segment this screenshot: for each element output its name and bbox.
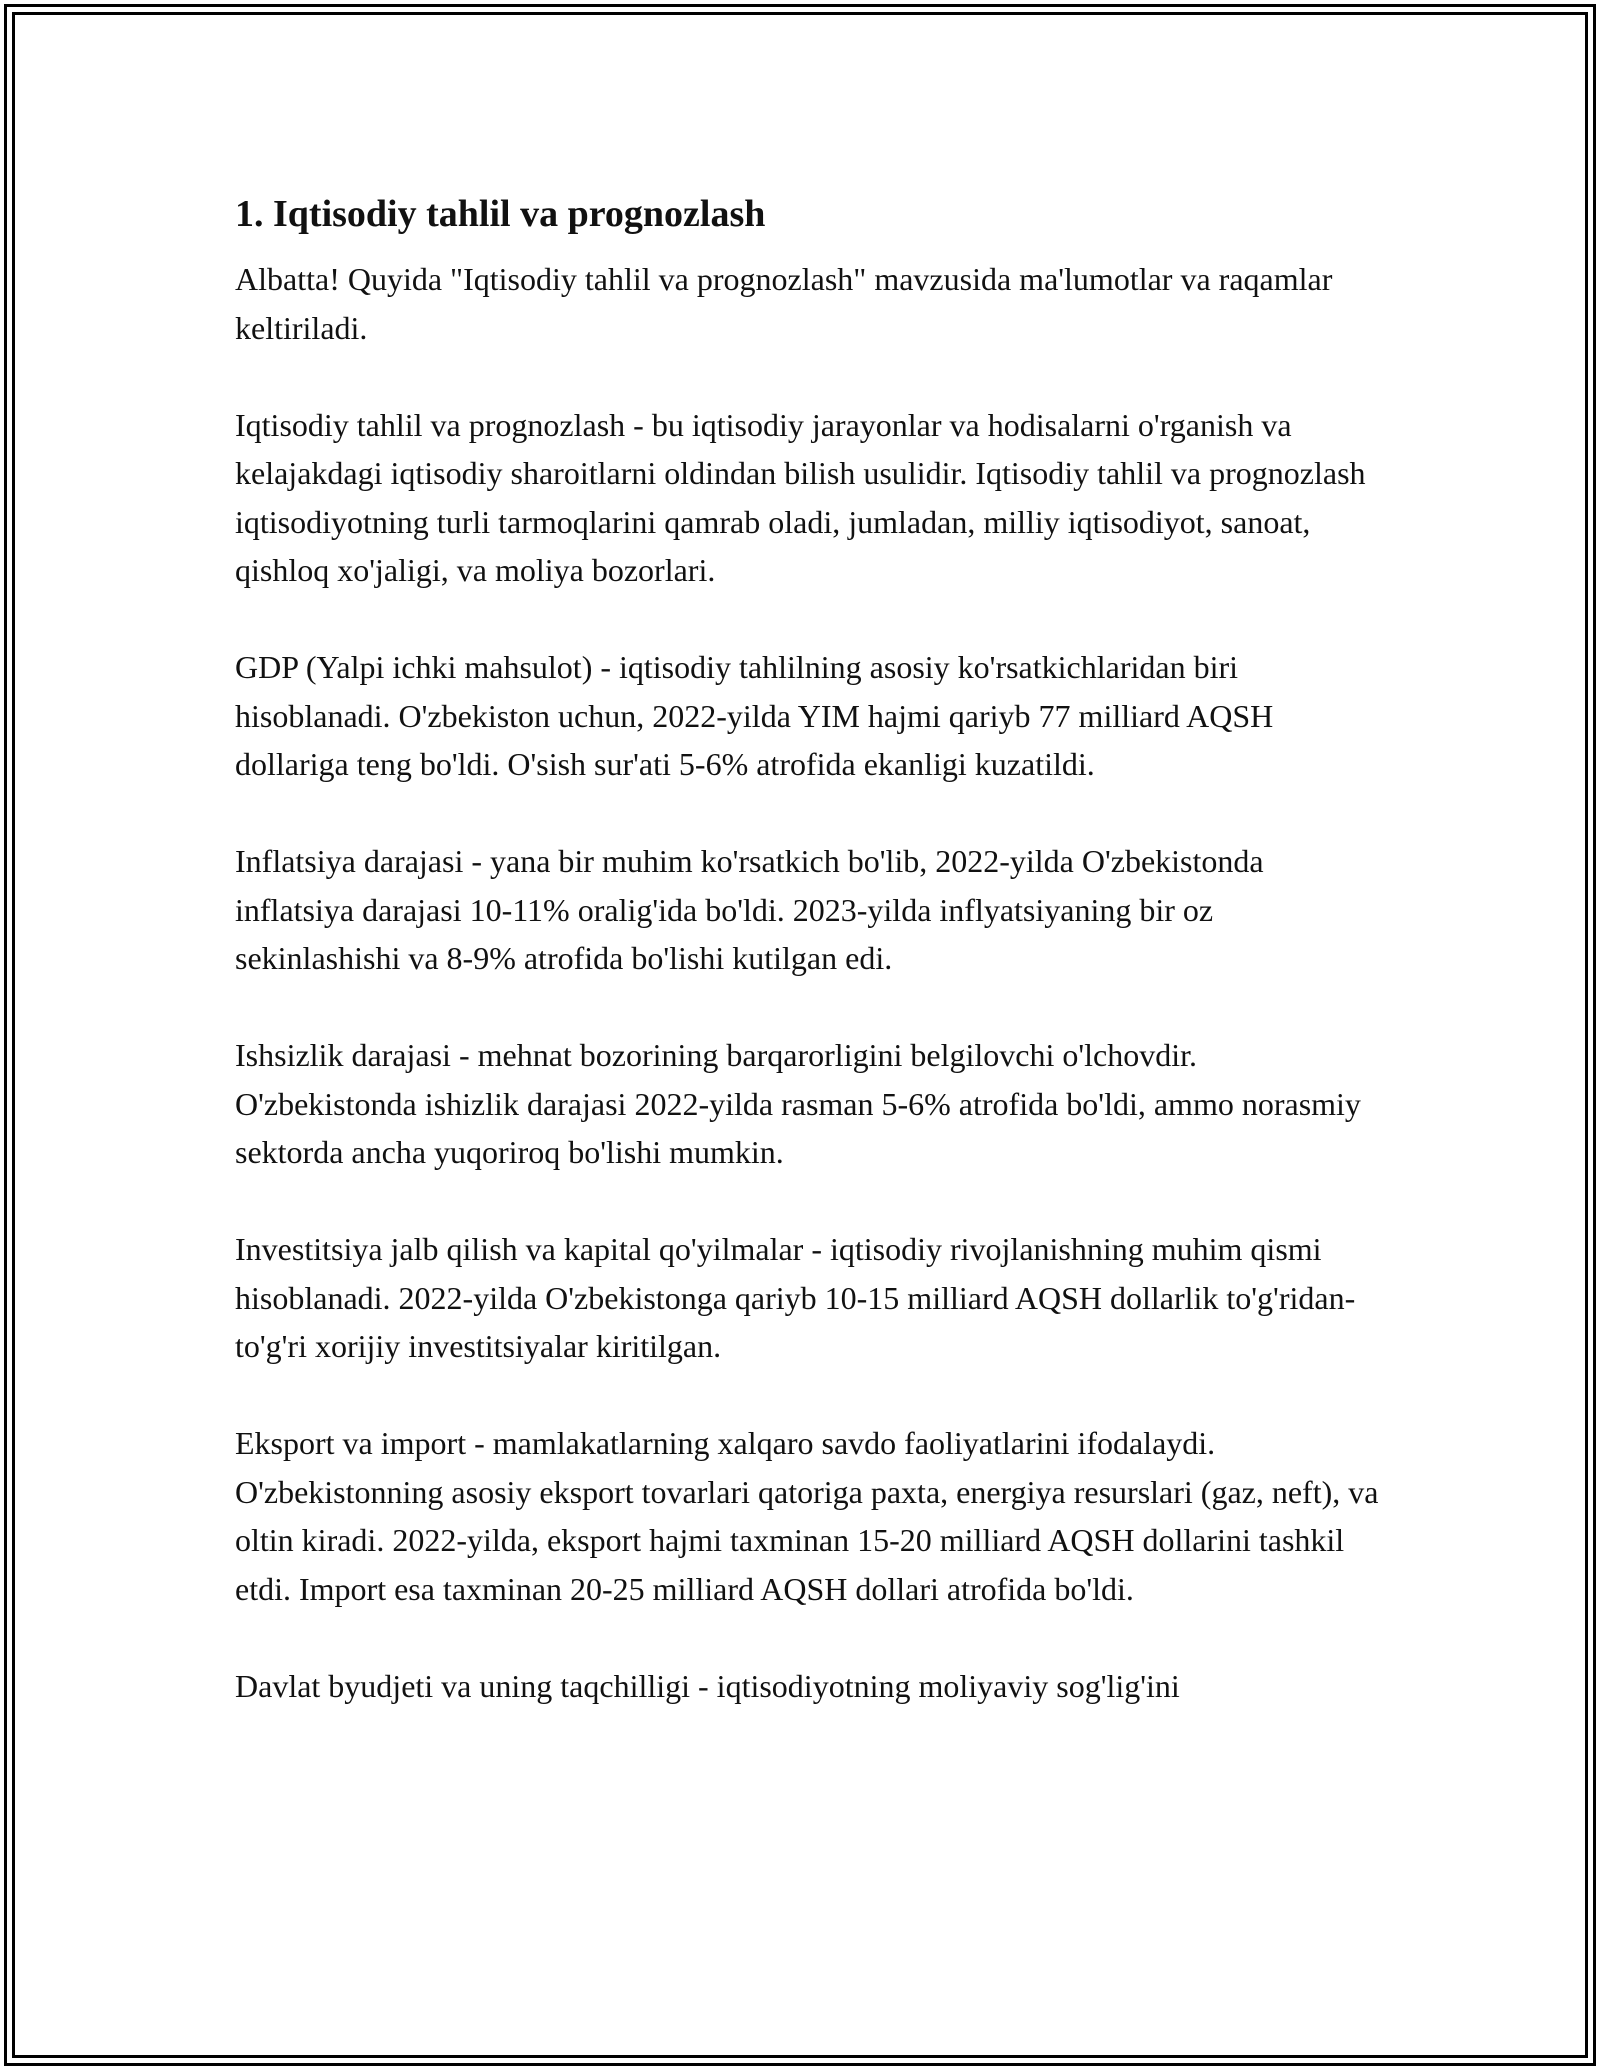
section-heading: 1. Iqtisodiy tahlil va prognozlash bbox=[235, 193, 766, 235]
paragraph-inflation: Inflatsiya darajasi - yana bir muhim ko'rsatkich bo'lib, 2022-yilda O'zbekistonda inflatsiya darajasi 10-11% oralig'ida bo'ldi. 2023-yilda inflyatsiyaning bir oz sekinlashishi va 8-9% atrofida bo'lishi kutilgan edi. bbox=[235, 843, 1264, 976]
paragraph-trade: Eksport va import - mamlakatlarning xalqaro savdo faoliyatlarini ifodalaydi. O'zbekistonning asosiy eksport tovarlari qatoriga paxta, energiya resurslari (gaz, neft), va oltin kiradi. 2022-yilda, eksport hajmi taxminan 15-20 milliard AQSH dollarini tashkil etdi. Import esa taxminan 20-25 milliard AQSH dollari atrofida bo'ldi. bbox=[235, 1425, 1379, 1607]
document-body bbox=[235, 185, 1385, 1759]
paragraph-budget: Davlat byudjeti va uning taqchilligi - iqtisodiyotning moliyaviy sog'lig'ini bbox=[235, 1667, 1180, 1704]
paragraph-unemployment: Ishsizlik darajasi - mehnat bozorining barqarorligini belgilovchi o'lchovdir. O'zbekistonda ishizlik darajasi 2022-yilda rasman 5-6% atrofida bo'ldi, ammo norasmiy sektorda ancha yuqoriroq bo'lishi mumkin. bbox=[235, 1037, 1361, 1170]
paragraph-gdp: GDP (Yalpi ichki mahsulot) - iqtisodiy tahlilning asosiy ko'rsatkichlaridan biri hisoblanadi. O'zbekiston uchun, 2022-yilda YIM hajmi qariyb 77 milliard AQSH dollariga teng bo'ldi. O'sish sur'ati 5-6% atrofida ekanligi kuzatildi. bbox=[235, 649, 1274, 782]
paragraph-investment: Investitsiya jalb qilish va kapital qo'yilmalar - iqtisodiy rivojlanishning muhim qismi hisoblanadi. 2022-yilda O'zbekistonga qariyb 10-15 milliard AQSH dollarlik to'g'ridan-to'g'ri xorijiy investitsiyalar kiritilgan. bbox=[235, 1231, 1356, 1364]
paragraph-intro: Albatta! Quyida "Iqtisodiy tahlil va prognozlash" mavzusida ma'lumotlar va raqamlar keltiriladi. bbox=[235, 261, 1333, 346]
paragraph-definition: Iqtisodiy tahlil va prognozlash - bu iqtisodiy jarayonlar va hodisalarni o'rganish va kelajakdagi iqtisodiy sharoitlarni oldindan bilish usulidir. Iqtisodiy tahlil va prognozlash iqtisodiyotning turli tarmoqlarini qamrab oladi, jumladan, milliy iqtisodiyot, sanoat, qishloq xo'jaligi, va moliya bozorlari. bbox=[235, 406, 1366, 588]
